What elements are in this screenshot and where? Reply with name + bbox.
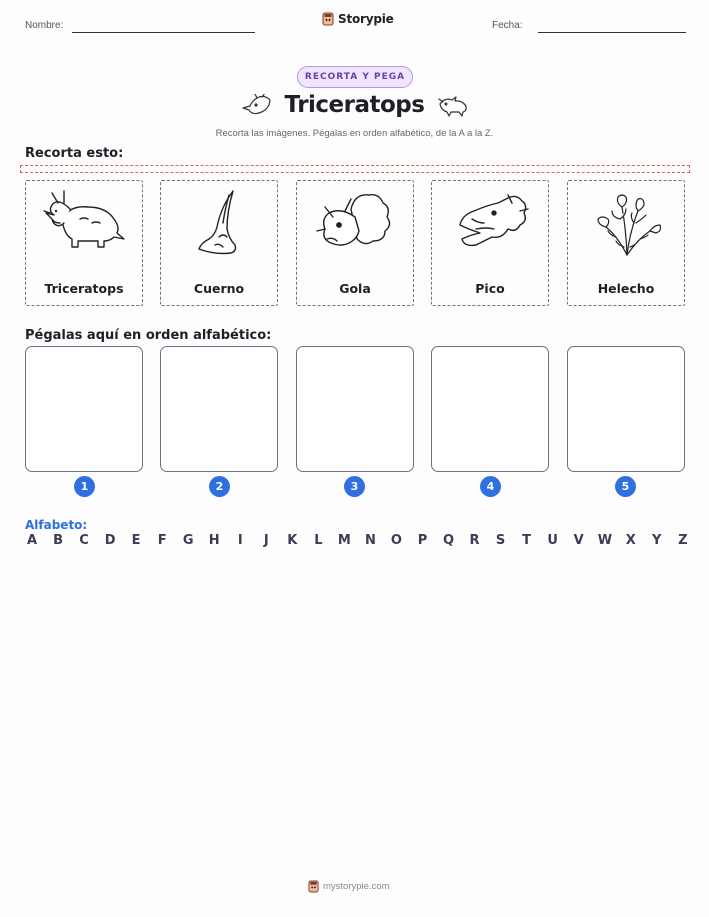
cut-section-label: Recorta esto: <box>25 146 124 161</box>
paste-slot-3[interactable] <box>296 346 414 472</box>
triceratops-right-icon <box>437 94 469 118</box>
alphabet-letter: P <box>417 533 428 548</box>
storypie-logo-icon <box>308 880 319 893</box>
alphabet-letter: H <box>208 533 220 548</box>
alphabet-letter: Z <box>678 533 688 548</box>
alphabet-letter: N <box>364 533 376 548</box>
slot-number-1: 1 <box>74 476 95 497</box>
alphabet-letter: W <box>597 533 613 548</box>
worksheet-title: Triceratops <box>284 92 425 118</box>
alphabet-row <box>25 533 690 548</box>
date-label: Fecha: <box>492 20 523 31</box>
alphabet-letter: O <box>390 533 402 548</box>
alphabet-letter: G <box>182 533 194 548</box>
paste-slot-1[interactable] <box>25 346 143 472</box>
alphabet-letter: I <box>237 533 243 548</box>
paste-slot-2[interactable] <box>160 346 278 472</box>
alphabet-letter: E <box>131 533 141 548</box>
name-label: Nombre: <box>25 20 64 31</box>
activity-badge: RECORTA Y PEGA <box>297 66 413 88</box>
slot-number-2: 2 <box>209 476 230 497</box>
triceratops-icon <box>40 189 130 259</box>
alphabet-letter: R <box>469 533 480 548</box>
alphabet-letter: Y <box>652 533 662 548</box>
alphabet-letter: D <box>104 533 116 548</box>
alphabet-letter: X <box>625 533 636 548</box>
cut-card-pico[interactable] <box>431 180 549 306</box>
alphabet-letter: F <box>157 533 167 548</box>
date-line[interactable] <box>538 32 686 33</box>
paste-slot-4[interactable] <box>431 346 549 472</box>
card-label: Triceratops <box>44 281 124 296</box>
paste-section-label: Pégalas aquí en orden alfabético: <box>25 328 272 343</box>
card-label: Helecho <box>597 281 655 296</box>
cut-card-cuerno[interactable] <box>160 180 278 306</box>
card-label: Gola <box>339 281 371 296</box>
alphabet-letter: A <box>26 533 38 548</box>
instructions: Recorta las imágenes. Pégalas en orden alfabético, de la A a la Z. <box>215 128 494 139</box>
alphabet-letter: V <box>573 533 584 548</box>
slot-number-3: 3 <box>344 476 365 497</box>
alphabet-letter: T <box>522 533 532 548</box>
alphabet-letter: J <box>263 533 269 548</box>
alphabet-letter: L <box>314 533 323 548</box>
alphabet-letter: C <box>79 533 89 548</box>
slot-number-5: 5 <box>615 476 636 497</box>
name-line[interactable] <box>72 32 255 33</box>
footer-url[interactable]: mystorypie.com <box>323 881 390 892</box>
brand-name: Storypie <box>338 12 394 26</box>
horn-icon <box>175 189 265 259</box>
cut-card-gola[interactable] <box>296 180 414 306</box>
alphabet-letter: B <box>53 533 63 548</box>
card-label: Cuerno <box>193 281 245 296</box>
beak-icon <box>446 189 536 259</box>
cut-card-triceratops[interactable] <box>25 180 143 306</box>
alphabet-label: Alfabeto: <box>25 518 88 532</box>
paste-slot-5[interactable] <box>567 346 685 472</box>
alphabet-letter: Q <box>442 533 455 548</box>
frill-icon <box>311 189 401 259</box>
cut-card-helecho[interactable] <box>567 180 685 306</box>
card-label: Pico <box>475 281 505 296</box>
cut-line <box>20 165 690 173</box>
footer <box>308 880 390 893</box>
slot-number-4: 4 <box>480 476 501 497</box>
alphabet-letter: U <box>547 533 558 548</box>
alphabet-letter: K <box>287 533 298 548</box>
storypie-logo-icon <box>322 12 334 26</box>
fern-icon <box>582 189 672 259</box>
alphabet-letter: S <box>495 533 506 548</box>
alphabet-letter: M <box>337 533 351 548</box>
brand-logo <box>322 12 394 26</box>
